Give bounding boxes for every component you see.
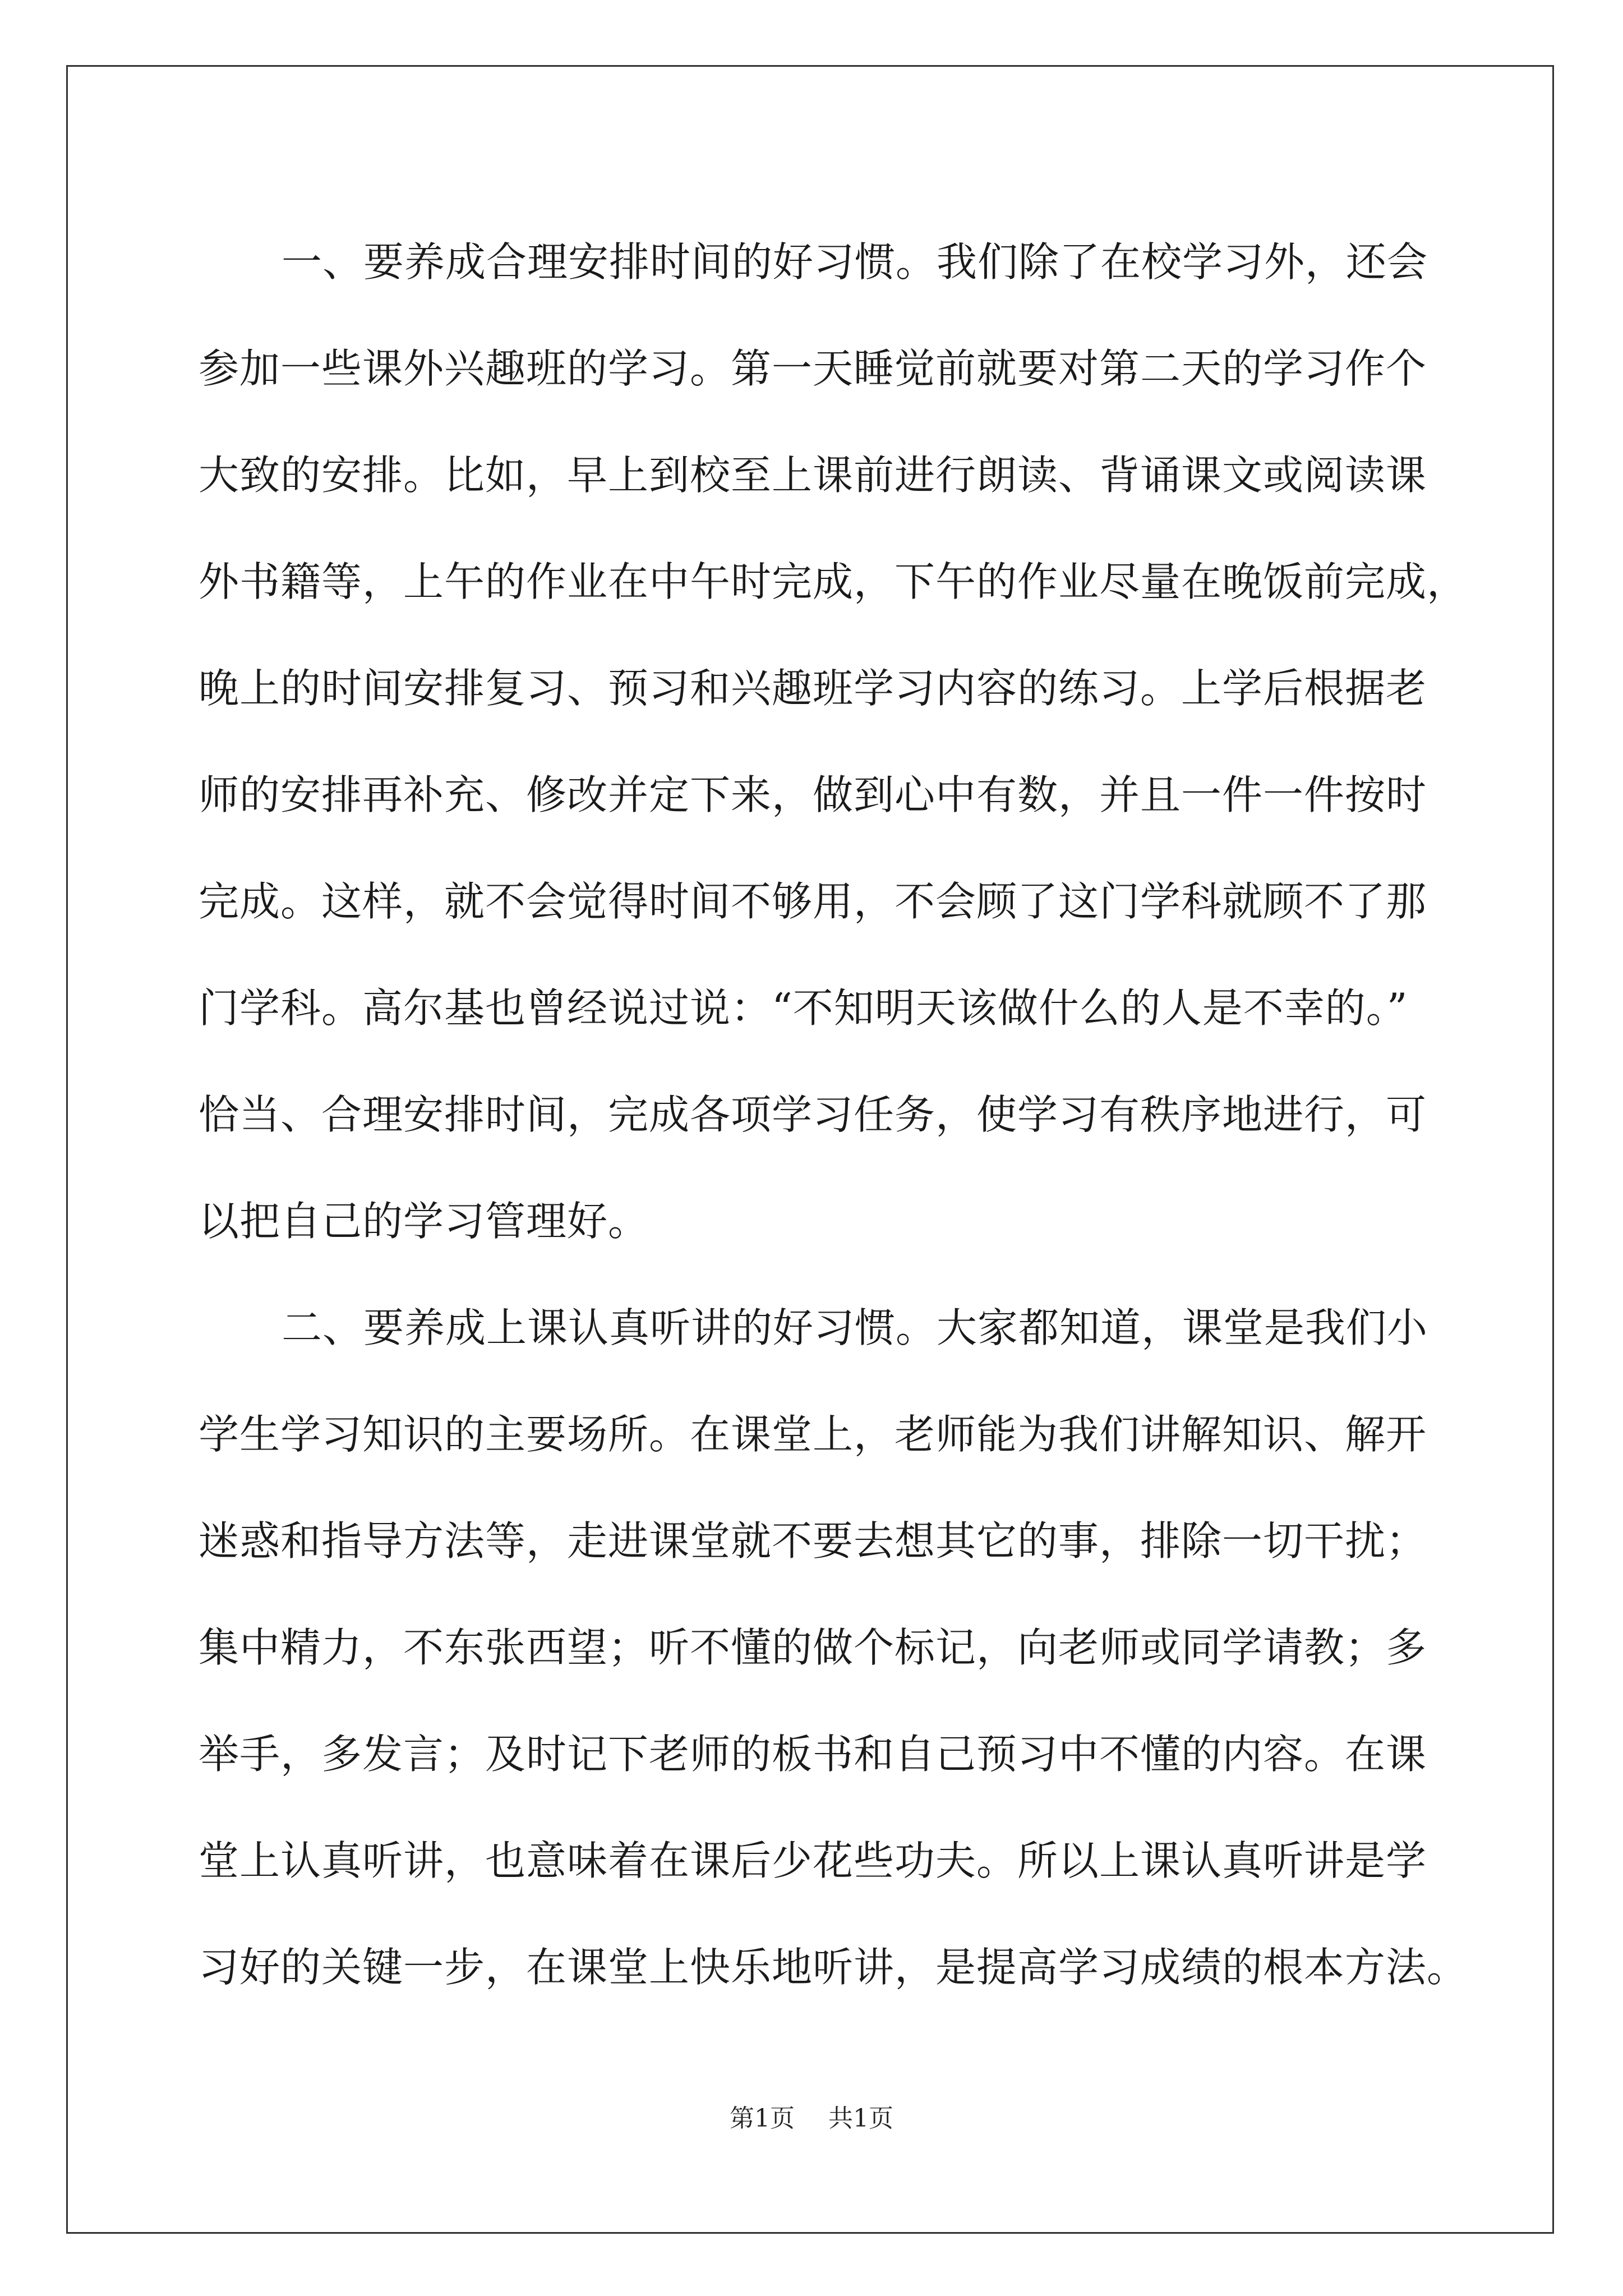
paragraph-line: 堂上认真听讲，也意味着在课后少花些功夫。所以上课认真听讲是学: [199, 1837, 1427, 1884]
paragraph-line: 完成。这样，就不会觉得时间不够用，不会顾了这门学科就顾不了那: [199, 878, 1427, 925]
page-number: 第1页: [730, 2104, 795, 2133]
paragraph-2: [199, 1274, 1468, 2021]
paragraph-line: 集中精力，不东张西望；听不懂的做个标记，向老师或同学请教；多: [199, 1624, 1427, 1671]
page-total: 共1页: [828, 2104, 893, 2133]
document-body: [199, 209, 1468, 2021]
paragraph-line: 以把自己的学习管理好。: [199, 1198, 649, 1245]
paragraph-line: 参加一些课外兴趣班的学习。第一天睡觉前就要对第二天的学习作个: [199, 345, 1427, 392]
paragraph-line: 学生学习知识的主要场所。在课堂上，老师能为我们讲解知识、解开: [199, 1411, 1427, 1458]
paragraph-line: 晚上的时间安排复习、预习和兴趣班学习内容的练习。上学后根据老: [199, 665, 1427, 712]
paragraph-line: 迷惑和指导方法等，走进课堂就不要去想其它的事，排除一切干扰；: [199, 1517, 1427, 1565]
paragraph-line: 二、要养成上课认真听讲的好习惯。大家都知道，课堂是我们小: [282, 1304, 1428, 1351]
paragraph-line: 恰当、合理安排时间，完成各项学习任务，使学习有秩序地进行，可: [199, 1091, 1427, 1138]
paragraph-line: 外书籍等，上午的作业在中午时完成，下午的作业尽量在晚饭前完成，: [199, 558, 1468, 605]
paragraph-1: [199, 209, 1468, 1274]
paragraph-line: 举手，多发言；及时记下老师的板书和自己预习中不懂的内容。在课: [199, 1731, 1427, 1778]
paragraph-line: 大致的安排。比如，早上到校至上课前进行朗读、背诵课文或阅读课: [199, 452, 1427, 499]
paragraph-line: 师的安排再补充、修改并定下来，做到心中有数，并且一件一件按时: [199, 771, 1427, 818]
page-footer: [0, 2098, 1623, 2134]
paragraph-line: 习好的关键一步，在课堂上快乐地听讲，是提高学习成绩的根本方法。: [199, 1944, 1468, 1991]
paragraph-line: 门学科。高尔基也曾经说过说：“不知明天该做什么的人是不幸的。”: [199, 984, 1408, 1032]
paragraph-line: 一、要养成合理安排时间的好习惯。我们除了在校学习外，还会: [282, 238, 1428, 286]
